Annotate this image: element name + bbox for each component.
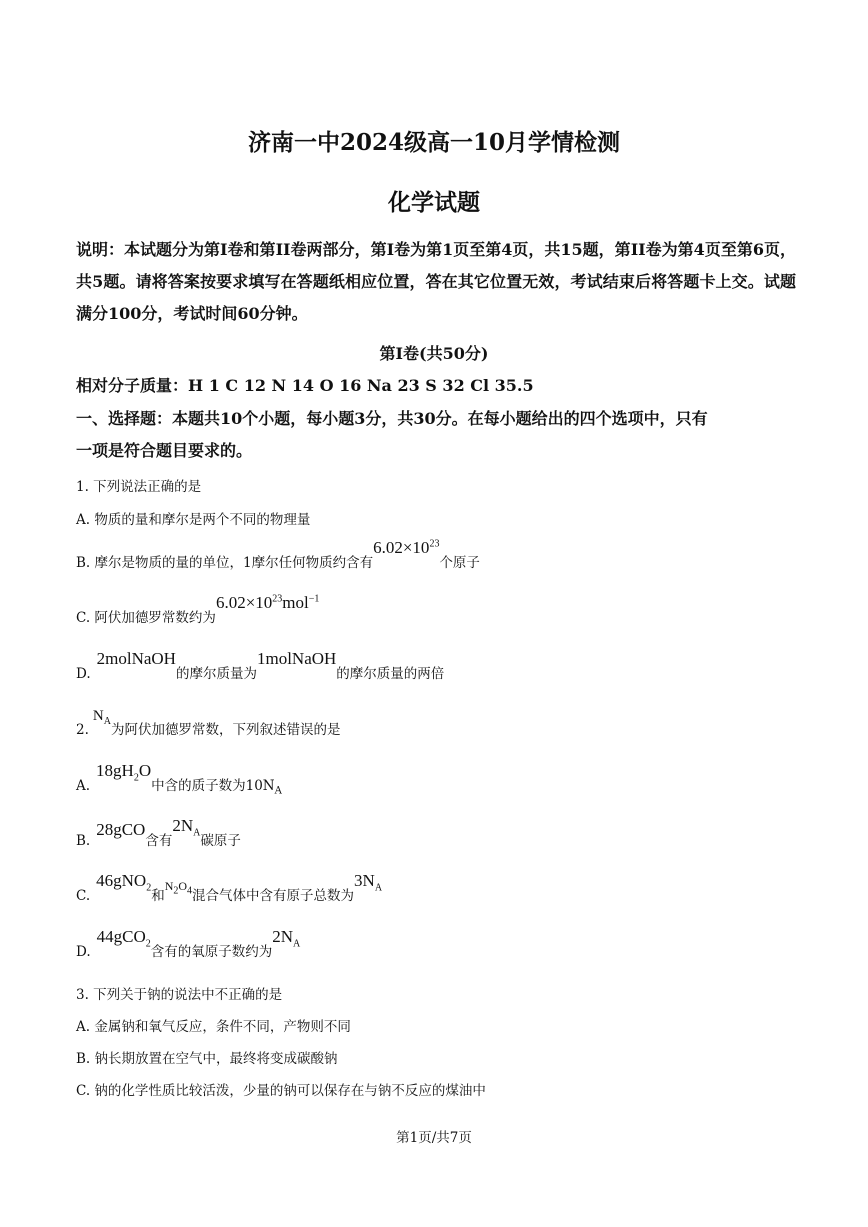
q1-option-b-tail: 个原子 [439, 555, 480, 571]
q1-option-c-text: C. 阿伏加德罗常数约为 [76, 610, 216, 626]
section1-heading-line2: 一项是符合题目要求的。 [76, 441, 253, 460]
q1-option-c-math [216, 593, 319, 612]
q2-a-formula: 18gH [96, 761, 134, 780]
exam-instructions: 说明：本试题分为第I卷和第II卷两部分，第I卷为第1页至第4页，共15题，第II卷为第4页至第6页，共5题。请将答案按要求填写在答题纸相应位置，答在其它位置无效，考试结束后将答题卡上交。试题满分100分，考试时间60分钟。 [76, 240, 796, 323]
q2-b-2na-sub: A [193, 827, 201, 839]
q2-c-math2 [354, 871, 383, 894]
q2-d-formula: 44gCO [96, 927, 146, 946]
q2-d-math2 [272, 927, 301, 950]
q1-option-b-text: B. 摩尔是物质的量的单位，1摩尔任何物质约含有 [76, 555, 374, 571]
q2-d-sub: 2 [145, 938, 151, 950]
section1-heading-line1: 一、选择题：本题共10个小题，每小题3分，共30分。在每小题给出的四个选项中，只有 [76, 409, 708, 428]
q2-option-b [76, 816, 241, 852]
q2-c-sub: 2 [146, 882, 152, 894]
q1-option-d [76, 649, 445, 683]
q2-na-n: N [92, 708, 104, 724]
q3-option-b: B. 钠长期放置在空气中，最终将变成碳酸钠 [76, 1051, 338, 1067]
q1-d-tail: 的摩尔质量的两倍 [336, 666, 445, 682]
q1-d-math1: 2molNaOH [96, 649, 176, 668]
q3-option-a: A. 金属钠和氧气反应，条件不同，产物则不同 [76, 1019, 351, 1035]
q2-c-n2o4 [164, 879, 193, 897]
q2-d-mid: 含有的氧原子数约为 [150, 944, 273, 960]
q2-c-n2o4-n: N [164, 879, 174, 893]
q2-option-c [76, 871, 383, 907]
q2-b-mid: 含有 [145, 833, 173, 849]
q2-c-math [96, 871, 152, 894]
q2-b-tail: 碳原子 [200, 833, 241, 849]
q2-b-math: 28gCO [96, 820, 146, 839]
q1-c-coef: 6.02×10 [215, 593, 273, 612]
q2-c-and: 和 [151, 888, 165, 904]
q2-d-math [96, 927, 151, 950]
q2-c-n2o4-s2: 4 [187, 885, 193, 897]
q2-a-label: A. [76, 778, 91, 794]
q1-d-mid: 的摩尔质量为 [175, 666, 257, 682]
q2-number: 2. [76, 722, 89, 738]
q2-a-formula-o: O [138, 761, 152, 780]
q2-c-n2o4-s1: 2 [173, 885, 179, 897]
q2-c-n2o4-o: O [178, 879, 188, 893]
q1-stem: 1. 下列说法正确的是 [76, 479, 202, 495]
q2-c-label: C. [76, 888, 91, 904]
page-footer: 第1页/共7页 [396, 1130, 472, 1146]
q1-c-exp: 23 [272, 593, 283, 605]
q2-a-sub: 2 [133, 772, 139, 784]
q2-c-mid: 混合气体中含有原子总数为 [192, 888, 355, 904]
q3-stem: 3. 下列关于钠的说法中不正确的是 [76, 987, 283, 1003]
q2-stem [76, 708, 341, 741]
q2-na-symbol [92, 708, 111, 727]
atomic-masses: 相对分子质量：H 1 C 12 N 14 O 16 Na 23 S 32 Cl 35.5 [76, 376, 534, 395]
q1-option-a: A. 物质的量和摩尔是两个不同的物理量 [76, 512, 311, 528]
q2-b-2na: 2N [172, 816, 194, 835]
q2-d-label: D. [76, 944, 91, 960]
q2-na-sub: A [103, 716, 111, 727]
q2-a-tail-sub: A [274, 785, 282, 797]
q2-b-math2 [172, 816, 201, 839]
exam-subtitle: 化学试题 [388, 189, 480, 216]
q2-c-3na: 3N [354, 871, 375, 890]
q2-c-formula: 46gNO [96, 871, 147, 890]
q2-a-tail: 中含的质子数为10N [151, 778, 275, 794]
q2-stem-text: 为阿伏加德罗常数，下列叙述错误的是 [110, 722, 341, 738]
q1-b-coef: 6.02×10 [373, 538, 430, 557]
q2-option-a [76, 761, 282, 797]
q1-option-d-label: D. [76, 666, 91, 682]
q1-c-unit: mol [282, 593, 309, 612]
q2-d-2na: 2N [272, 927, 294, 946]
q2-c-3na-sub: A [374, 882, 383, 894]
part1-title: 第I卷(共50分) [379, 344, 489, 363]
q2-d-2na-sub: A [293, 938, 301, 950]
q1-option-b-math [373, 538, 439, 557]
exam-title: 济南一中2024级高一10月学情检测 [247, 129, 621, 156]
q3-option-c: C. 钠的化学性质比较活泼，少量的钠可以保存在与钠不反应的煤油中 [76, 1083, 486, 1099]
q2-b-label: B. [76, 833, 91, 849]
q1-b-exp: 23 [429, 538, 440, 550]
q1-c-unit-exp: −1 [308, 593, 320, 605]
q2-a-math [96, 761, 152, 784]
q1-d-math2: 1molNaOH [256, 649, 337, 668]
q2-option-d [76, 927, 301, 963]
